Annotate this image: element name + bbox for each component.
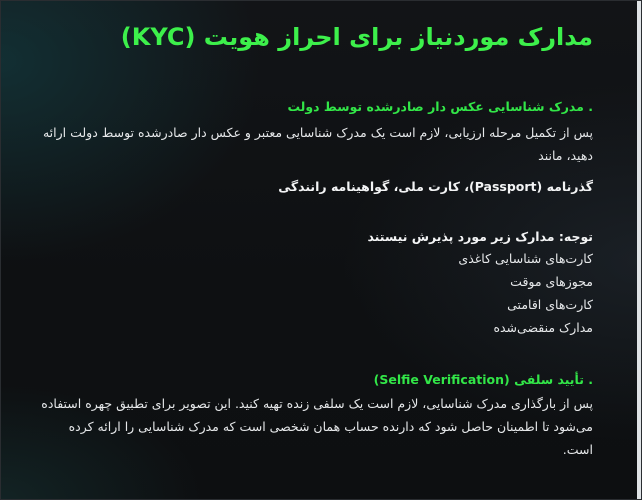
government-id-paragraph: پس از تکمیل مرحله ارزیابی، لازم است یک مدرک شناسایی معتبر و عکس دار صادرشده توسط دولت ارائه دهید، مانند (42, 125, 593, 163)
section-heading-government-id: . مدرک شناسایی عکس دار صادرشده توسط دولت (287, 99, 593, 114)
rejected-documents-list (293, 247, 593, 339)
list-item: کارت‌های اقامتی (507, 297, 593, 312)
accepted-documents-examples: گذرنامه (Passport)، کارت ملی، گواهینامه رانندگی (278, 179, 593, 194)
selfie-paragraph: پس از بارگذاری مدرک شناسایی، لازم است یک سلفی زنده تهیه کنید. این تصویر برای تطبیق چهره استفاده می‌شود تا اطمینان حاصل شود که دارنده حساب همان شخصی است که مدرک شناسایی را ارائه کرده است. (41, 396, 593, 457)
right-edge-bar (637, 1, 641, 500)
page-title: مدارک موردنیاز برای احراز هویت (KYC) (120, 23, 593, 51)
list-item: مدارک منقضی‌شده (493, 320, 593, 335)
list-item: مجوزهای موقت (510, 274, 593, 289)
list-item: کارت‌های شناسایی کاغذی (458, 251, 593, 266)
notice-heading: توجه: مدارک زیر مورد پذیرش نیستند (367, 229, 593, 244)
section-heading-selfie: . تأیید سلفی (Selfie Verification) (373, 372, 593, 387)
